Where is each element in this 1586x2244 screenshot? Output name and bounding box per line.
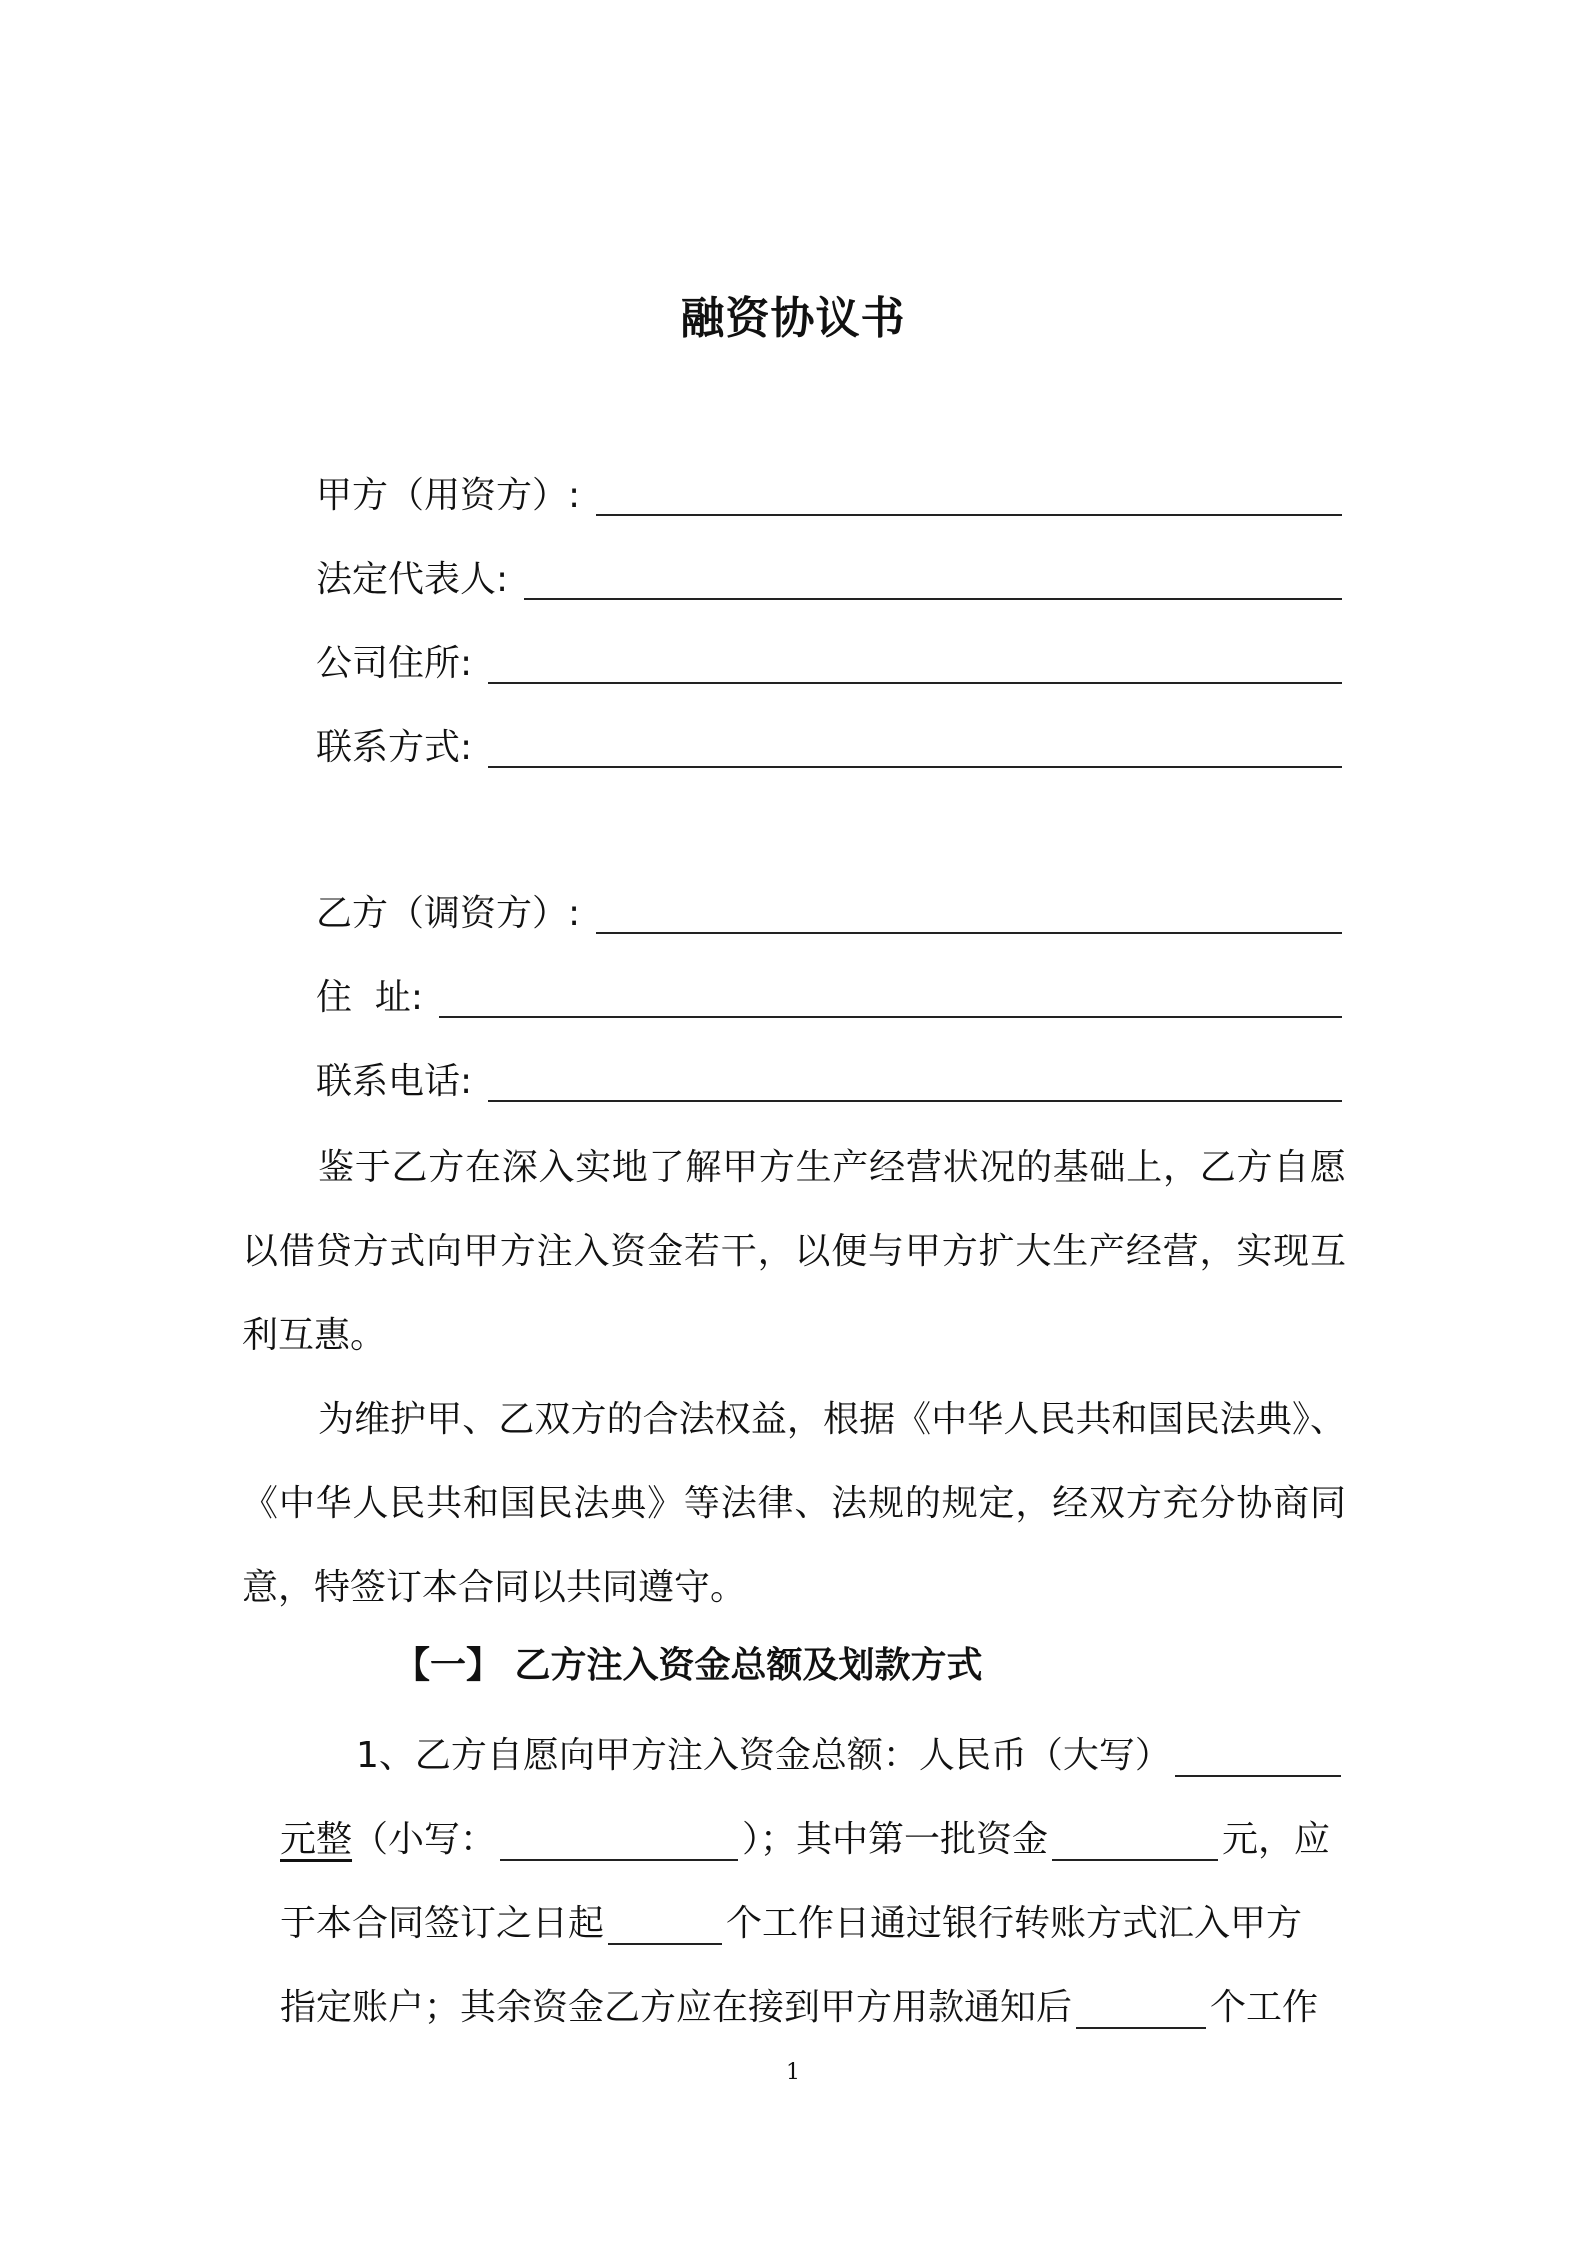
document-title: 融资协议书 — [680, 293, 906, 344]
clause-1 — [280, 1714, 1352, 2050]
clause-1-line-3 — [280, 1882, 1352, 1966]
party-a-address-blank[interactable] — [488, 642, 1342, 684]
party-a-contact-blank[interactable] — [488, 726, 1342, 768]
recital-paragraph-1: 鉴于乙方在深入实地了解甲方生产经营状况的基础上，乙方自愿以借贷方式向甲方注入资金若干，以便与甲方扩大生产经营，实现互利互惠。 — [242, 1147, 1346, 1356]
party-a-rep-blank[interactable] — [524, 558, 1342, 600]
party-a-name-label: 甲方（用资方）: — [316, 475, 581, 516]
party-a-rep-label: 法定代表人: — [316, 559, 509, 600]
clause-1-text-1: 1、乙方自愿向甲方注入资金总额：人民币（大写） — [356, 1735, 1171, 1776]
lowercase-amount-blank[interactable] — [500, 1819, 738, 1861]
section-1-heading: 【一】 乙方注入资金总额及划款方式 — [394, 1645, 983, 1686]
clause-1-text-2d: 元，应 — [1222, 1819, 1331, 1860]
clause-1-text-3b: 个工作日通过银行转账方式汇入甲方 — [726, 1903, 1303, 1944]
party-b-phone-field — [316, 1048, 1342, 1108]
clause-1-text-2b: （小写： — [352, 1819, 497, 1860]
party-a-contact-label: 联系方式: — [316, 727, 473, 768]
clause-1-text-4b: 个工作 — [1210, 1987, 1319, 2028]
party-b-address-field — [316, 964, 1342, 1024]
party-a-name-field — [316, 462, 1342, 522]
clause-1-line-1 — [356, 1714, 1352, 1798]
party-b-name-field — [316, 880, 1342, 940]
clause-1-text-2c: ）；其中第一批资金 — [742, 1819, 1049, 1860]
recital-paragraph-2: 为维护甲、乙双方的合法权益，根据《中华人民共和国民法典》、《中华人民共和国民法典》等法律、法规的规定，经双方充分协商同意，特签订本合同以共同遵守。 — [242, 1399, 1346, 1608]
party-b-phone-blank[interactable] — [488, 1060, 1342, 1102]
clause-1-line-4 — [280, 1966, 1352, 2050]
party-a-address-field — [316, 630, 1342, 690]
working-days-blank[interactable] — [608, 1903, 722, 1945]
clause-1-text-3a: 于本合同签订之日起 — [280, 1903, 605, 1944]
party-b-address-blank[interactable] — [439, 976, 1342, 1018]
party-b-name-blank[interactable] — [596, 892, 1342, 934]
party-b-address-label: 住 址: — [316, 977, 424, 1018]
party-b-name-label: 乙方（调资方）: — [316, 893, 581, 934]
party-b-phone-label: 联系电话: — [316, 1061, 473, 1102]
first-batch-amount-blank[interactable] — [1052, 1819, 1218, 1861]
party-a-name-blank[interactable] — [596, 474, 1342, 516]
page-number: 1 — [786, 2060, 800, 2085]
party-a-contact-field — [316, 714, 1342, 774]
capital-amount-blank[interactable] — [1175, 1735, 1341, 1777]
clause-1-text-4a: 指定账户；其余资金乙方应在接到甲方用款通知后 — [280, 1987, 1073, 2028]
party-a-rep-field — [316, 546, 1342, 606]
clause-1-line-2 — [280, 1798, 1352, 1882]
remaining-days-blank[interactable] — [1076, 1987, 1206, 2029]
clause-1-text-2a: 元整 — [280, 1819, 353, 1860]
party-a-address-label: 公司住所: — [316, 643, 473, 684]
